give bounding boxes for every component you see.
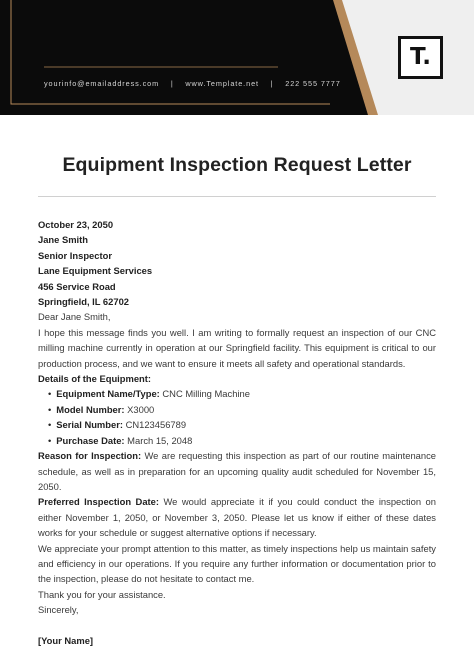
recipient-company: Lane Equipment Services (38, 265, 153, 277)
equipment-details-list (38, 386, 436, 448)
list-item (48, 417, 436, 432)
page-title: Equipment Inspection Request Letter (62, 154, 412, 176)
list-item (48, 386, 436, 401)
contact-separator: | (170, 79, 174, 88)
recipient-title: Senior Inspector (38, 249, 112, 261)
thanks-line: Thank you for your assistance. (38, 588, 166, 600)
detail-value: CNC Milling Machine (162, 388, 250, 400)
reason-paragraph (38, 448, 436, 494)
letter-body (38, 217, 436, 648)
contact-website[interactable]: www.Template.net (185, 79, 259, 88)
appreciation-paragraph: We appreciate your prompt attention to this matter, as timely inspections help us maintain safety and efficiency in our operations. If you require any further information or documentation prior to the inspection, please do not hesitate to contact me. (38, 542, 436, 585)
recipient-name: Jane Smith (38, 234, 89, 246)
detail-label: Model Number: (56, 403, 125, 415)
logo-letter: T. (410, 44, 431, 70)
letter-date: October 23, 2050 (38, 219, 114, 230)
contact-separator: | (270, 79, 274, 88)
contact-email[interactable]: yourinfo@emailaddress.com (44, 79, 160, 88)
detail-label: Purchase Date: (56, 434, 125, 446)
contact-phone[interactable]: 222 555 7777 (285, 79, 341, 88)
detail-label: Serial Number: (56, 419, 123, 431)
reason-text: We are requesting this inspection as part of our routine maintenance schedule, as well as in preparation for an upcoming quality audit scheduled for November 15, 2050. (38, 450, 436, 492)
detail-value: X3000 (127, 403, 155, 415)
contact-info (44, 79, 344, 88)
list-item (48, 402, 436, 417)
preferred-label: Preferred Inspection Date: (38, 496, 159, 508)
reason-label: Reason for Inspection: (38, 450, 142, 462)
signature-name: [Your Name] (38, 634, 94, 646)
salutation: Dear Jane Smith, (38, 311, 111, 323)
recipient-street: 456 Service Road (38, 280, 116, 292)
closing-line: Sincerely, (38, 604, 79, 616)
detail-value: March 15, 2048 (127, 434, 193, 446)
company-logo (398, 36, 443, 79)
detail-label: Equipment Name/Type: (56, 388, 160, 400)
title-divider (38, 196, 436, 197)
detail-value: CN123456789 (125, 419, 187, 431)
details-heading: Details of the Equipment: (38, 373, 152, 385)
list-item (48, 433, 436, 448)
dark-panel (0, 0, 368, 115)
letterhead-banner (0, 0, 474, 115)
intro-paragraph: I hope this message finds you well. I am writing to formally request an inspection of our CNC milling machine currently in operation at our Springfield facility. This equipment is critical to our production process, and we want to ensure it meets all safety and operational standards. (38, 326, 436, 369)
recipient-city: Springfield, IL 62702 (38, 296, 130, 308)
preferred-date-paragraph (38, 494, 436, 540)
preferred-text: We would appreciate it if you could conduct the inspection on either November 1, 2050, or November 3, 2050. Please let us know if either of these dates works for your schedule or suggest alternative options if necessary. (38, 496, 436, 539)
